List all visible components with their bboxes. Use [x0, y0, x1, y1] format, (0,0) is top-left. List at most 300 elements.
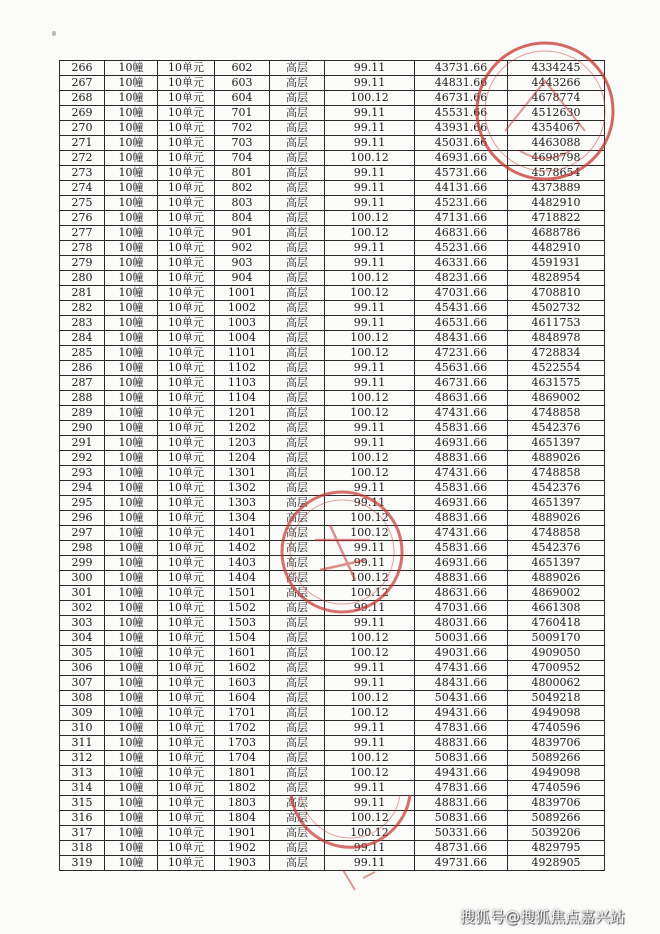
- table-row: [60, 466, 605, 481]
- table-cell: 280: [60, 271, 105, 286]
- table-cell: 281: [60, 286, 105, 301]
- table-cell: 47231.66: [415, 346, 508, 361]
- table-cell: 10幢: [105, 661, 158, 676]
- table-cell: 273: [60, 166, 105, 181]
- table-cell: 10幢: [105, 631, 158, 646]
- table-cell: 1703: [215, 736, 270, 751]
- table-cell: 99.11: [325, 181, 415, 196]
- table-cell: 4688786: [508, 226, 605, 241]
- table-cell: 46731.66: [415, 376, 508, 391]
- table-cell: 1701: [215, 706, 270, 721]
- table-cell: 高层: [270, 421, 325, 436]
- table-cell: 1402: [215, 541, 270, 556]
- table-cell: 4354067: [508, 121, 605, 136]
- table-cell: 301: [60, 586, 105, 601]
- table-cell: 99.11: [325, 541, 415, 556]
- table-cell: 10幢: [105, 196, 158, 211]
- table-cell: 100.12: [325, 466, 415, 481]
- table-cell: 高层: [270, 481, 325, 496]
- table-cell: 10单元: [158, 256, 215, 271]
- table-cell: 99.11: [325, 121, 415, 136]
- table-cell: 603: [215, 76, 270, 91]
- table-cell: 46331.66: [415, 256, 508, 271]
- table-cell: 49731.66: [415, 856, 508, 871]
- table-cell: 274: [60, 181, 105, 196]
- table-row: [60, 496, 605, 511]
- table-cell: 49031.66: [415, 646, 508, 661]
- table-cell: 4748858: [508, 466, 605, 481]
- table-cell: 10幢: [105, 376, 158, 391]
- table-cell: 10单元: [158, 391, 215, 406]
- table-cell: 286: [60, 361, 105, 376]
- table-row: [60, 286, 605, 301]
- table-cell: 10幢: [105, 226, 158, 241]
- table-cell: 99.11: [325, 601, 415, 616]
- table-cell: 1604: [215, 691, 270, 706]
- table-cell: 4800062: [508, 676, 605, 691]
- table-cell: 10单元: [158, 361, 215, 376]
- table-cell: 48631.66: [415, 391, 508, 406]
- table-cell: 4542376: [508, 541, 605, 556]
- table-cell: 1004: [215, 331, 270, 346]
- table-cell: 10单元: [158, 706, 215, 721]
- table-cell: 高层: [270, 466, 325, 481]
- table-cell: 10单元: [158, 151, 215, 166]
- table-cell: 1401: [215, 526, 270, 541]
- table-cell: 10单元: [158, 796, 215, 811]
- table-cell: 602: [215, 61, 270, 76]
- table-cell: 802: [215, 181, 270, 196]
- table-cell: 4848978: [508, 331, 605, 346]
- table-row: [60, 556, 605, 571]
- table-cell: 10单元: [158, 631, 215, 646]
- table-cell: 4482910: [508, 196, 605, 211]
- table-cell: 高层: [270, 376, 325, 391]
- table-cell: 高层: [270, 151, 325, 166]
- table-cell: 10幢: [105, 151, 158, 166]
- table-cell: 高层: [270, 781, 325, 796]
- table-cell: 48731.66: [415, 841, 508, 856]
- table-cell: 高层: [270, 61, 325, 76]
- table-cell: 高层: [270, 721, 325, 736]
- table-cell: 99.11: [325, 166, 415, 181]
- table-cell: 高层: [270, 76, 325, 91]
- table-cell: 266: [60, 61, 105, 76]
- table-cell: 902: [215, 241, 270, 256]
- table-cell: 高层: [270, 856, 325, 871]
- table-cell: 4708810: [508, 286, 605, 301]
- table-cell: 99.11: [325, 736, 415, 751]
- table-cell: 1501: [215, 586, 270, 601]
- table-cell: 10单元: [158, 751, 215, 766]
- table-cell: 10单元: [158, 286, 215, 301]
- table-cell: 高层: [270, 241, 325, 256]
- table-row: [60, 241, 605, 256]
- table-cell: 99.11: [325, 556, 415, 571]
- table-cell: 4909050: [508, 646, 605, 661]
- table-cell: 10幢: [105, 466, 158, 481]
- table-cell: 45831.66: [415, 481, 508, 496]
- table-cell: 10幢: [105, 586, 158, 601]
- table-cell: 10单元: [158, 241, 215, 256]
- table-cell: 4591931: [508, 256, 605, 271]
- table-cell: 293: [60, 466, 105, 481]
- table-cell: 704: [215, 151, 270, 166]
- table-cell: 287: [60, 376, 105, 391]
- table-cell: 高层: [270, 826, 325, 841]
- table-cell: 267: [60, 76, 105, 91]
- table-cell: 47431.66: [415, 466, 508, 481]
- table-cell: 48631.66: [415, 586, 508, 601]
- table-cell: 10单元: [158, 526, 215, 541]
- table-cell: 10幢: [105, 406, 158, 421]
- table-row: [60, 526, 605, 541]
- table-cell: 10幢: [105, 316, 158, 331]
- table-cell: 1602: [215, 661, 270, 676]
- table-cell: 10单元: [158, 691, 215, 706]
- table-cell: 4542376: [508, 481, 605, 496]
- table-row: [60, 61, 605, 76]
- table-cell: 10幢: [105, 826, 158, 841]
- table-cell: 100.12: [325, 571, 415, 586]
- table-cell: 1902: [215, 841, 270, 856]
- table-row: [60, 736, 605, 751]
- table-cell: 99.11: [325, 376, 415, 391]
- table-cell: 10幢: [105, 301, 158, 316]
- table-cell: 100.12: [325, 646, 415, 661]
- table-cell: 100.12: [325, 511, 415, 526]
- table-cell: 10幢: [105, 541, 158, 556]
- table-cell: 10幢: [105, 241, 158, 256]
- table-cell: 901: [215, 226, 270, 241]
- table-cell: 4728834: [508, 346, 605, 361]
- table-row: [60, 226, 605, 241]
- table-cell: 50431.66: [415, 691, 508, 706]
- table-cell: 4869002: [508, 586, 605, 601]
- table-row: [60, 646, 605, 661]
- table-cell: 44831.66: [415, 76, 508, 91]
- table-cell: 1104: [215, 391, 270, 406]
- table-cell: 10单元: [158, 61, 215, 76]
- table-cell: 46531.66: [415, 316, 508, 331]
- table-cell: 10单元: [158, 496, 215, 511]
- table-cell: 100.12: [325, 406, 415, 421]
- table-cell: 99.11: [325, 841, 415, 856]
- table-cell: 5089266: [508, 751, 605, 766]
- table-cell: 47431.66: [415, 526, 508, 541]
- table-cell: 4889026: [508, 571, 605, 586]
- table-cell: 47431.66: [415, 661, 508, 676]
- table-cell: 702: [215, 121, 270, 136]
- table-cell: 278: [60, 241, 105, 256]
- table-cell: 10单元: [158, 481, 215, 496]
- table-cell: 10幢: [105, 796, 158, 811]
- table-cell: 4678774: [508, 91, 605, 106]
- table-cell: 10幢: [105, 181, 158, 196]
- table-cell: 1404: [215, 571, 270, 586]
- table-cell: 49431.66: [415, 706, 508, 721]
- table-cell: 1603: [215, 676, 270, 691]
- table-cell: 310: [60, 721, 105, 736]
- table-cell: 10单元: [158, 421, 215, 436]
- table-cell: 高层: [270, 286, 325, 301]
- table-cell: 5089266: [508, 811, 605, 826]
- table-cell: 804: [215, 211, 270, 226]
- table-row: [60, 391, 605, 406]
- table-cell: 99.11: [325, 316, 415, 331]
- table-cell: 1503: [215, 616, 270, 631]
- table-cell: 1903: [215, 856, 270, 871]
- watermark-text: 搜狐号@搜狐焦点嘉兴站: [460, 908, 626, 926]
- table-row: [60, 616, 605, 631]
- table-cell: 99.11: [325, 196, 415, 211]
- table-cell: 100.12: [325, 766, 415, 781]
- table-cell: 46831.66: [415, 226, 508, 241]
- table-cell: 1803: [215, 796, 270, 811]
- table-cell: 高层: [270, 301, 325, 316]
- table-row: [60, 796, 605, 811]
- table-cell: 1204: [215, 451, 270, 466]
- table-cell: 10单元: [158, 811, 215, 826]
- table-cell: 4828954: [508, 271, 605, 286]
- table-row: [60, 511, 605, 526]
- table-cell: 99.11: [325, 61, 415, 76]
- table-cell: 10单元: [158, 271, 215, 286]
- table-cell: 10单元: [158, 136, 215, 151]
- table-cell: 10单元: [158, 316, 215, 331]
- table-cell: 高层: [270, 751, 325, 766]
- table-row: [60, 346, 605, 361]
- table-cell: 268: [60, 91, 105, 106]
- table-cell: 10幢: [105, 601, 158, 616]
- table-cell: 4661308: [508, 601, 605, 616]
- table-cell: 高层: [270, 166, 325, 181]
- table-cell: 4522554: [508, 361, 605, 376]
- table-cell: 45731.66: [415, 166, 508, 181]
- table-cell: 45231.66: [415, 241, 508, 256]
- table-cell: 高层: [270, 646, 325, 661]
- table-cell: 284: [60, 331, 105, 346]
- table-cell: 272: [60, 151, 105, 166]
- table-cell: 303: [60, 616, 105, 631]
- table-cell: 高层: [270, 271, 325, 286]
- table-cell: 1704: [215, 751, 270, 766]
- table-cell: 高层: [270, 226, 325, 241]
- table-cell: 312: [60, 751, 105, 766]
- table-cell: 48831.66: [415, 571, 508, 586]
- table-cell: 10单元: [158, 841, 215, 856]
- table-cell: 4700952: [508, 661, 605, 676]
- table-cell: 317: [60, 826, 105, 841]
- table-cell: 10单元: [158, 661, 215, 676]
- table-row: [60, 841, 605, 856]
- table-cell: 1304: [215, 511, 270, 526]
- table-cell: 10单元: [158, 91, 215, 106]
- table-row: [60, 856, 605, 871]
- table-row: [60, 361, 605, 376]
- table-cell: 50831.66: [415, 811, 508, 826]
- table-cell: 46931.66: [415, 436, 508, 451]
- table-cell: 10单元: [158, 736, 215, 751]
- table-cell: 99.11: [325, 301, 415, 316]
- table-cell: 45631.66: [415, 361, 508, 376]
- table-cell: 高层: [270, 196, 325, 211]
- table-cell: 99.11: [325, 661, 415, 676]
- table-cell: 319: [60, 856, 105, 871]
- table-cell: 302: [60, 601, 105, 616]
- table-cell: 10幢: [105, 421, 158, 436]
- table-cell: 1201: [215, 406, 270, 421]
- table-cell: 282: [60, 301, 105, 316]
- table-cell: 4829795: [508, 841, 605, 856]
- table-cell: 100.12: [325, 751, 415, 766]
- table-cell: 4889026: [508, 511, 605, 526]
- table-row: [60, 676, 605, 691]
- table-row: [60, 421, 605, 436]
- table-row: [60, 91, 605, 106]
- table-cell: 10幢: [105, 211, 158, 226]
- price-table: [59, 60, 605, 871]
- table-cell: 4748858: [508, 406, 605, 421]
- table-cell: 604: [215, 91, 270, 106]
- table-cell: 100.12: [325, 226, 415, 241]
- table-cell: 高层: [270, 121, 325, 136]
- table-cell: 292: [60, 451, 105, 466]
- table-cell: 99.11: [325, 136, 415, 151]
- table-cell: 99.11: [325, 481, 415, 496]
- table-cell: 10幢: [105, 76, 158, 91]
- table-cell: 10幢: [105, 271, 158, 286]
- table-cell: 801: [215, 166, 270, 181]
- table-cell: 高层: [270, 586, 325, 601]
- table-cell: 270: [60, 121, 105, 136]
- table-cell: 高层: [270, 541, 325, 556]
- table-row: [60, 541, 605, 556]
- table-cell: 高层: [270, 136, 325, 151]
- table-cell: 100.12: [325, 286, 415, 301]
- table-cell: 46731.66: [415, 91, 508, 106]
- table-cell: 10幢: [105, 346, 158, 361]
- table-cell: 48831.66: [415, 796, 508, 811]
- table-row: [60, 181, 605, 196]
- table-cell: 1101: [215, 346, 270, 361]
- table-cell: 1202: [215, 421, 270, 436]
- table-cell: 10单元: [158, 226, 215, 241]
- table-row: [60, 316, 605, 331]
- table-cell: 高层: [270, 496, 325, 511]
- table-cell: 99.11: [325, 76, 415, 91]
- table-cell: 50331.66: [415, 826, 508, 841]
- table-cell: 291: [60, 436, 105, 451]
- table-cell: 1403: [215, 556, 270, 571]
- table-cell: 4502732: [508, 301, 605, 316]
- table-cell: 10幢: [105, 481, 158, 496]
- table-cell: 100.12: [325, 331, 415, 346]
- table-cell: 4578654: [508, 166, 605, 181]
- table-cell: 275: [60, 196, 105, 211]
- table-cell: 47831.66: [415, 781, 508, 796]
- table-cell: 48431.66: [415, 676, 508, 691]
- table-cell: 701: [215, 106, 270, 121]
- table-row: [60, 661, 605, 676]
- table-cell: 5009170: [508, 631, 605, 646]
- table-cell: 1302: [215, 481, 270, 496]
- table-cell: 10单元: [158, 616, 215, 631]
- table-cell: 5039206: [508, 826, 605, 841]
- table-cell: 48831.66: [415, 511, 508, 526]
- table-row: [60, 481, 605, 496]
- table-cell: 49431.66: [415, 766, 508, 781]
- table-row: [60, 631, 605, 646]
- table-cell: 100.12: [325, 826, 415, 841]
- table-cell: 10幢: [105, 751, 158, 766]
- table-cell: 10单元: [158, 601, 215, 616]
- table-cell: 100.12: [325, 346, 415, 361]
- table-cell: 10幢: [105, 256, 158, 271]
- table-cell: 10单元: [158, 331, 215, 346]
- table-cell: 4651397: [508, 556, 605, 571]
- table-cell: 99.11: [325, 496, 415, 511]
- table-row: [60, 196, 605, 211]
- table-cell: 100.12: [325, 91, 415, 106]
- table-cell: 1601: [215, 646, 270, 661]
- table-cell: 48231.66: [415, 271, 508, 286]
- table-cell: 10幢: [105, 526, 158, 541]
- table-cell: 1203: [215, 436, 270, 451]
- table-row: [60, 331, 605, 346]
- table-cell: 4512630: [508, 106, 605, 121]
- table-cell: 10单元: [158, 676, 215, 691]
- table-cell: 高层: [270, 526, 325, 541]
- table-cell: 294: [60, 481, 105, 496]
- table-cell: 4482910: [508, 241, 605, 256]
- table-cell: 1804: [215, 811, 270, 826]
- table-cell: 4949098: [508, 706, 605, 721]
- table-cell: 1802: [215, 781, 270, 796]
- table-cell: 4651397: [508, 496, 605, 511]
- table-cell: 10单元: [158, 301, 215, 316]
- table-row: [60, 826, 605, 841]
- table-cell: 46931.66: [415, 556, 508, 571]
- table-cell: 309: [60, 706, 105, 721]
- table-cell: 318: [60, 841, 105, 856]
- table-cell: 4949098: [508, 766, 605, 781]
- table-cell: 100.12: [325, 211, 415, 226]
- table-cell: 10单元: [158, 436, 215, 451]
- table-cell: 10单元: [158, 781, 215, 796]
- table-cell: 10单元: [158, 511, 215, 526]
- table-cell: 100.12: [325, 586, 415, 601]
- table-row: [60, 436, 605, 451]
- table-cell: 高层: [270, 796, 325, 811]
- table-cell: 4760418: [508, 616, 605, 631]
- table-row: [60, 166, 605, 181]
- table-cell: 277: [60, 226, 105, 241]
- table-cell: 47131.66: [415, 211, 508, 226]
- table-cell: 高层: [270, 511, 325, 526]
- table-cell: 45531.66: [415, 106, 508, 121]
- table-row: [60, 691, 605, 706]
- table-cell: 10幢: [105, 136, 158, 151]
- table-row: [60, 121, 605, 136]
- table-cell: 45831.66: [415, 541, 508, 556]
- table-cell: 45831.66: [415, 421, 508, 436]
- table-cell: 99.11: [325, 781, 415, 796]
- table-cell: 45231.66: [415, 196, 508, 211]
- table-cell: 10单元: [158, 211, 215, 226]
- table-cell: 48831.66: [415, 736, 508, 751]
- table-cell: 高层: [270, 766, 325, 781]
